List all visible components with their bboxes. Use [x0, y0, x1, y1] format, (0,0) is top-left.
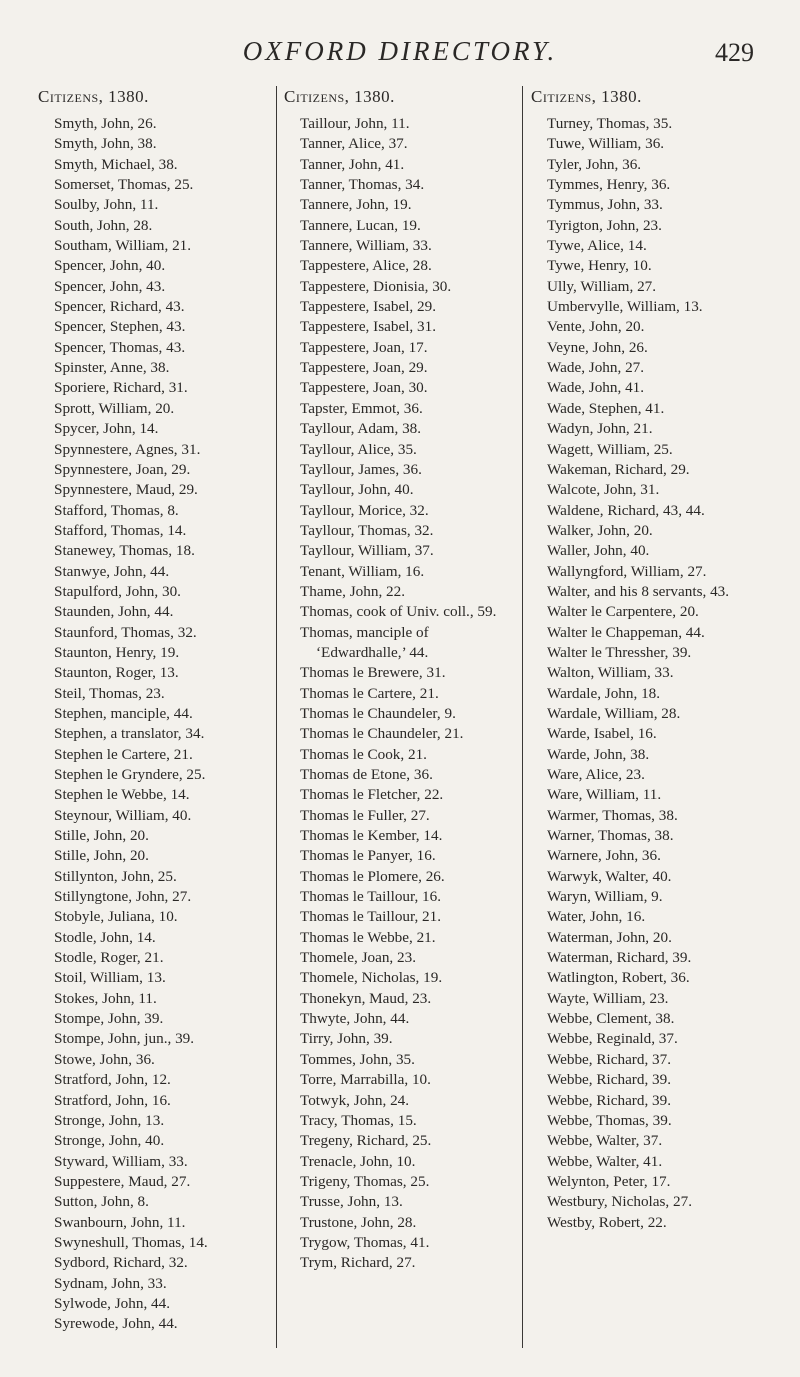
directory-entry: Wadyn, John, 21. [547, 420, 653, 438]
directory-columns [38, 86, 778, 1356]
directory-entry: Tywe, Alice, 14. [547, 237, 647, 255]
directory-entry: Tregeny, Richard, 25. [300, 1132, 432, 1150]
directory-entry: Wallyngford, William, 27. [547, 562, 707, 580]
directory-entry: Tenant, William, 16. [300, 562, 425, 580]
directory-entry: Tyrigton, John, 23. [547, 216, 662, 234]
directory-entry: Ware, Alice, 23. [547, 766, 645, 783]
directory-entry: Walter, and his 8 servants, 43. [547, 582, 730, 600]
directory-entry: Thomas le Fuller, 27. [300, 806, 430, 824]
directory-entry: Thomas le Cook, 21. [300, 745, 427, 763]
directory-entry: Webbe, Richard, 39. [547, 1091, 672, 1109]
directory-entry: Trygow, Thomas, 41. [300, 1233, 430, 1251]
directory-entry: Veyne, John, 26. [547, 338, 648, 356]
directory-entry: Tannere, William, 33. [300, 237, 432, 255]
directory-entry: Thomas de Etone, 36. [300, 766, 433, 783]
directory-entry: Warnere, John, 36. [547, 847, 661, 865]
directory-entry: Sylwode, John, 44. [54, 1294, 171, 1312]
directory-entry: Tayllour, Adam, 38. [300, 420, 422, 438]
directory-entry: Stephen le Webbe, 14. [54, 786, 190, 804]
directory-entry: Stafford, Thomas, 14. [54, 521, 187, 539]
directory-entry: Thomas le Panyer, 16. [300, 847, 436, 865]
directory-entry: Tymmes, Henry, 36. [547, 176, 671, 194]
directory-entry: Trustone, John, 28. [300, 1213, 417, 1231]
directory-entry: Spinster, Anne, 38. [54, 359, 170, 377]
column-1 [38, 86, 270, 1356]
column-heading: Citizens, 1380. [531, 87, 642, 106]
directory-entry: Spencer, Thomas, 43. [54, 338, 186, 356]
directory-entry: Waryn, William, 9. [547, 888, 663, 906]
directory-entry: Thomas le Kember, 14. [300, 827, 443, 845]
directory-entry: Trym, Richard, 27. [300, 1254, 416, 1272]
directory-entry: Stompe, John, jun., 39. [54, 1030, 195, 1048]
directory-entry: Thomele, Joan, 23. [300, 949, 416, 967]
directory-entry: Steynour, William, 40. [54, 806, 192, 824]
directory-entry: Thomas le Cartere, 21. [300, 684, 439, 702]
directory-entry: Stodle, John, 14. [54, 928, 156, 946]
directory-entry: Wade, Stephen, 41. [547, 399, 665, 417]
directory-entry: Wade, John, 41. [547, 379, 645, 397]
directory-entry: Swanbourn, John, 11. [54, 1213, 186, 1231]
directory-entry: Swyneshull, Thomas, 14. [54, 1233, 208, 1251]
directory-entry: Totwyk, John, 24. [300, 1091, 410, 1109]
directory-entry: Tanner, Alice, 37. [300, 135, 408, 153]
directory-entry: Tuwe, William, 36. [547, 135, 665, 153]
directory-entry: Thwyte, John, 44. [300, 1010, 410, 1028]
column-3 [531, 86, 763, 1356]
directory-entry: Wade, John, 27. [547, 359, 645, 377]
directory-entry: Webbe, Thomas, 39. [547, 1111, 672, 1129]
directory-entry: Tappestere, Joan, 30. [300, 379, 428, 397]
directory-entry: Spencer, John, 40. [54, 257, 166, 275]
directory-entry: Tappestere, Alice, 28. [300, 257, 432, 275]
directory-entry: Staunton, Roger, 13. [54, 664, 179, 682]
directory-entry: Stille, John, 20. [54, 847, 149, 865]
directory-entry: Spynnestere, Joan, 29. [54, 460, 191, 478]
directory-entry: Staunton, Henry, 19. [54, 643, 180, 661]
directory-entry: Tirry, John, 39. [300, 1030, 393, 1048]
directory-entry: Stoil, William, 13. [54, 969, 166, 987]
directory-entry: Thomas le Fletcher, 22. [300, 786, 444, 804]
directory-entry: Wakeman, Richard, 29. [547, 460, 690, 478]
directory-entry: Watlington, Robert, 36. [547, 969, 690, 987]
directory-entry: Thomele, Nicholas, 19. [300, 969, 443, 987]
directory-entry: Tannere, Lucan, 19. [300, 216, 421, 234]
directory-entry: Spynnestere, Agnes, 31. [54, 440, 201, 458]
directory-entry: Stephen le Gryndere, 25. [54, 766, 206, 783]
directory-entry: Wardale, William, 28. [547, 704, 681, 722]
directory-entry: Warner, Thomas, 38. [547, 827, 674, 845]
directory-entry: Warmer, Thomas, 38. [547, 806, 678, 824]
directory-entry: Wardale, John, 18. [547, 684, 661, 702]
column-heading: Citizens, 1380. [284, 87, 395, 106]
directory-entry: Thomas, cook of Univ. coll., 59. [300, 603, 497, 621]
directory-entry: Torre, Marrabilla, 10. [300, 1071, 431, 1089]
directory-entry: Tywe, Henry, 10. [547, 257, 652, 275]
directory-entry: Webbe, Clement, 38. [547, 1010, 675, 1028]
directory-entry: Smyth, John, 26. [54, 115, 157, 132]
running-title: OXFORD DIRECTORY. [242, 36, 558, 66]
directory-entry: Suppestere, Maud, 27. [54, 1172, 191, 1190]
directory-entry: Taillour, John, 11. [300, 115, 410, 132]
directory-entry: Tanner, Thomas, 34. [300, 176, 425, 194]
directory-entry: Turney, Thomas, 35. [547, 115, 673, 132]
directory-entry: Smyth, Michael, 38. [54, 155, 178, 173]
directory-entry: Walter le Thressher, 39. [547, 643, 692, 661]
directory-entry: Ware, William, 11. [547, 786, 662, 804]
directory-entry: Soulby, John, 11. [54, 196, 159, 214]
directory-entry: Stillyngtone, John, 27. [54, 888, 192, 906]
directory-entry: Stobyle, Juliana, 10. [54, 908, 178, 926]
directory-entry: Wayte, William, 23. [547, 989, 669, 1007]
directory-entry: Thomas, manciple of ‘Edwardhalle,’ 44. [300, 623, 429, 661]
directory-entry: Spycer, John, 14. [54, 420, 159, 438]
directory-entry: Southam, William, 21. [54, 237, 192, 255]
directory-entry: Spynnestere, Maud, 29. [54, 481, 198, 499]
directory-entry: Stillynton, John, 25. [54, 867, 177, 885]
directory-entry: Tayllour, Thomas, 32. [300, 521, 434, 539]
directory-entry: Trusse, John, 13. [300, 1193, 403, 1211]
directory-entry: Stompe, John, 39. [54, 1010, 164, 1028]
directory-entry: Thomas le Chaundeler, 9. [300, 704, 456, 722]
directory-entry: Sutton, John, 8. [54, 1193, 149, 1211]
directory-entry: Tappestere, Joan, 29. [300, 359, 428, 377]
directory-entry: Smyth, John, 38. [54, 135, 157, 153]
directory-entry: Stephen le Cartere, 21. [54, 745, 193, 763]
directory-entry: Tappestere, Isabel, 29. [300, 298, 436, 316]
directory-entry: Tappestere, Isabel, 31. [300, 318, 436, 336]
directory-entry: Walter le Chappeman, 44. [547, 623, 705, 641]
directory-entry: Tommes, John, 35. [300, 1050, 415, 1068]
directory-entry: Sporiere, Richard, 31. [54, 379, 188, 397]
page-header [0, 36, 800, 76]
directory-entry: Spencer, Richard, 43. [54, 298, 185, 316]
directory-entry: Waldene, Richard, 43, 44. [547, 501, 705, 519]
directory-entry: Thonekyn, Maud, 23. [300, 989, 432, 1007]
directory-entry: Sydnam, John, 33. [54, 1274, 167, 1292]
directory-entry: Sydbord, Richard, 32. [54, 1254, 188, 1272]
directory-entry: Waterman, John, 20. [547, 928, 672, 946]
directory-entry: Sprott, William, 20. [54, 399, 175, 417]
directory-entry: Wagett, William, 25. [547, 440, 673, 458]
directory-entry: Somerset, Thomas, 25. [54, 176, 194, 194]
directory-entry: Stephen, a translator, 34. [54, 725, 205, 743]
directory-entry: Thomas le Taillour, 16. [300, 888, 442, 906]
directory-entry: Stafford, Thomas, 8. [54, 501, 179, 519]
directory-entry: Waterman, Richard, 39. [547, 949, 692, 967]
directory-entry: Warwyk, Walter, 40. [547, 867, 672, 885]
directory-entry: Walcote, John, 31. [547, 481, 660, 499]
directory-entry: Webbe, Richard, 39. [547, 1071, 672, 1089]
entry-list [38, 114, 270, 1335]
directory-entry: Welynton, Peter, 17. [547, 1172, 671, 1190]
directory-entry: Tayllour, John, 40. [300, 481, 414, 499]
directory-entry: Stanewey, Thomas, 18. [54, 542, 195, 560]
directory-entry: Stapulford, John, 30. [54, 582, 181, 600]
directory-entry: Webbe, Walter, 41. [547, 1152, 663, 1170]
directory-entry: Tymmus, John, 33. [547, 196, 663, 214]
directory-entry: Stowe, John, 36. [54, 1050, 155, 1068]
directory-entry: Spencer, Stephen, 43. [54, 318, 186, 336]
directory-entry: South, John, 28. [54, 216, 153, 234]
directory-entry: Umbervylle, William, 13. [547, 298, 703, 316]
column-2 [284, 86, 516, 1356]
directory-entry: Warde, Isabel, 16. [547, 725, 657, 743]
directory-entry: Styward, William, 33. [54, 1152, 188, 1170]
directory-entry: Webbe, Reginald, 37. [547, 1030, 678, 1048]
directory-entry: Westbury, Nicholas, 27. [547, 1193, 692, 1211]
directory-entry: Tannere, John, 19. [300, 196, 412, 214]
directory-entry: Tyler, John, 36. [547, 155, 642, 173]
directory-entry: Webbe, Walter, 37. [547, 1132, 663, 1150]
directory-entry: Thomas le Taillour, 21. [300, 908, 442, 926]
directory-entry: Warde, John, 38. [547, 745, 650, 763]
entry-list [531, 114, 763, 1233]
directory-entry: Tayllour, Alice, 35. [300, 440, 417, 458]
column-heading: Citizens, 1380. [38, 87, 149, 106]
directory-entry: Stephen, manciple, 44. [54, 704, 193, 722]
directory-entry: Westby, Robert, 22. [547, 1213, 667, 1231]
directory-entry: Tayllour, William, 37. [300, 542, 434, 560]
directory-entry: Water, John, 16. [547, 908, 646, 926]
directory-entry: Thomas le Plomere, 26. [300, 867, 445, 885]
directory-entry: Walker, John, 20. [547, 521, 653, 539]
directory-entry: Tanner, John, 41. [300, 155, 405, 173]
directory-entry: Ully, William, 27. [547, 277, 657, 295]
directory-entry: Stratford, John, 16. [54, 1091, 171, 1109]
entry-list [284, 114, 516, 1274]
directory-entry: Stodle, Roger, 21. [54, 949, 164, 967]
directory-entry: Walton, William, 33. [547, 664, 674, 682]
directory-entry: Steil, Thomas, 23. [54, 684, 165, 702]
directory-entry: Thomas le Chaundeler, 21. [300, 725, 464, 743]
directory-entry: Syrewode, John, 44. [54, 1315, 178, 1333]
directory-entry: Tappestere, Joan, 17. [300, 338, 428, 356]
directory-entry: Tappestere, Dionisia, 30. [300, 277, 452, 295]
directory-entry: Thomas le Brewere, 31. [300, 664, 446, 682]
directory-entry: Waller, John, 40. [547, 542, 650, 560]
directory-entry: Vente, John, 20. [547, 318, 645, 336]
directory-entry: Tracy, Thomas, 15. [300, 1111, 417, 1129]
directory-entry: Tayllour, James, 36. [300, 460, 422, 478]
directory-entry: Thame, John, 22. [300, 582, 406, 600]
directory-entry: Stronge, John, 13. [54, 1111, 165, 1129]
directory-entry: Staunden, John, 44. [54, 603, 174, 621]
directory-entry: Trigeny, Thomas, 25. [300, 1172, 430, 1190]
directory-entry: Stronge, John, 40. [54, 1132, 165, 1150]
directory-entry: Tapster, Emmot, 36. [300, 399, 423, 417]
directory-entry: Stratford, John, 12. [54, 1071, 171, 1089]
directory-entry: Staunford, Thomas, 32. [54, 623, 197, 641]
directory-entry: Stille, John, 20. [54, 827, 149, 845]
directory-entry: Tayllour, Morice, 32. [300, 501, 429, 519]
directory-entry: Thomas le Webbe, 21. [300, 928, 436, 946]
page-number: 429 [715, 38, 754, 67]
directory-entry: Spencer, John, 43. [54, 277, 166, 295]
directory-entry: Webbe, Richard, 37. [547, 1050, 672, 1068]
directory-entry: Stanwye, John, 44. [54, 562, 170, 580]
directory-entry: Trenacle, John, 10. [300, 1152, 416, 1170]
directory-entry: Walter le Carpentere, 20. [547, 603, 699, 621]
directory-entry: Stokes, John, 11. [54, 989, 157, 1007]
